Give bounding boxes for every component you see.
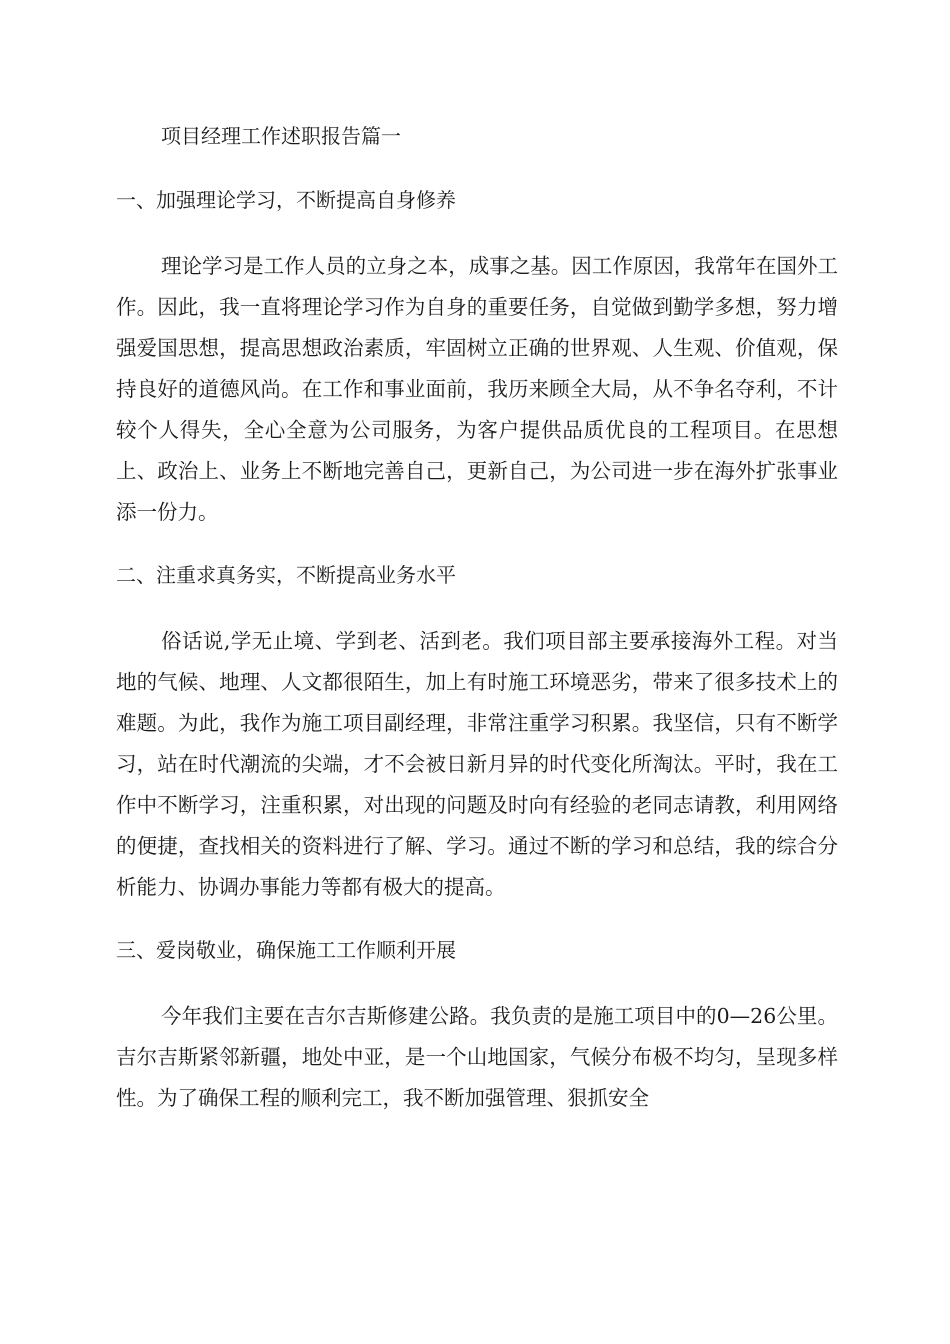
section-3 xyxy=(116,932,838,1119)
section-paragraph: 理论学习是工作人员的立身之本，成事之基。因工作原因，我常年在国外工作。因此，我一直将理论学习作为自身的重要任务，自觉做到勤学多想，努力增强爱国思想，提高思想政治素质，牢固树立正确的世界观、人生观、价值观，保持良好的道德风尚。在工作和事业面前，我历来顾全大局，从不争名夺利，不计较个人得失，全心全意为公司服务，为客户提供品质优良的工程项目。在思想上、政治上、业务上不断地完善自己，更新自己，为公司进一步在海外扩张事业添一份力。 xyxy=(116,254,838,524)
section-heading: 二、注重求真务实，不断提高业务水平 xyxy=(116,563,456,587)
section-heading: 三、爱岗敬业，确保施工工作顺利开展 xyxy=(116,938,456,962)
section-paragraph: 俗话说,学无止境、学到老、活到老。我们项目部主要承接海外工程。对当地的气候、地理、人文都很陌生，加上有时施工环境恶劣，带来了很多技术上的难题。为此，我作为施工项目副经理，非常注重学习积累。我坚信，只有不断学习，站在时代潮流的尖端，才不会被日新月异的时代变化所淘汰。平时，我在工作中不断学习，注重积累，对出现的问题及时向有经验的老同志请教，利用网络的便捷，查找相关的资料进行了解、学习。通过不断的学习和总结，我的综合分析能力、协调办事能力等都有极大的提高。 xyxy=(116,629,838,899)
section-2 xyxy=(116,557,838,908)
section-paragraph: 今年我们主要在吉尔吉斯修建公路。我负责的是施工项目中的0—26公里。吉尔吉斯紧邻新疆，地处中亚，是一个山地国家，气候分布极不均匀，呈现多样性。为了确保工程的顺利完工，我不断加强管理、狠抓安全 xyxy=(116,1004,838,1110)
document-title: 项目经理工作述职报告篇一 xyxy=(161,124,401,148)
section-heading: 一、加强理论学习，不断提高自身修养 xyxy=(116,188,456,212)
section-1 xyxy=(116,182,838,533)
document-page xyxy=(116,118,838,1143)
